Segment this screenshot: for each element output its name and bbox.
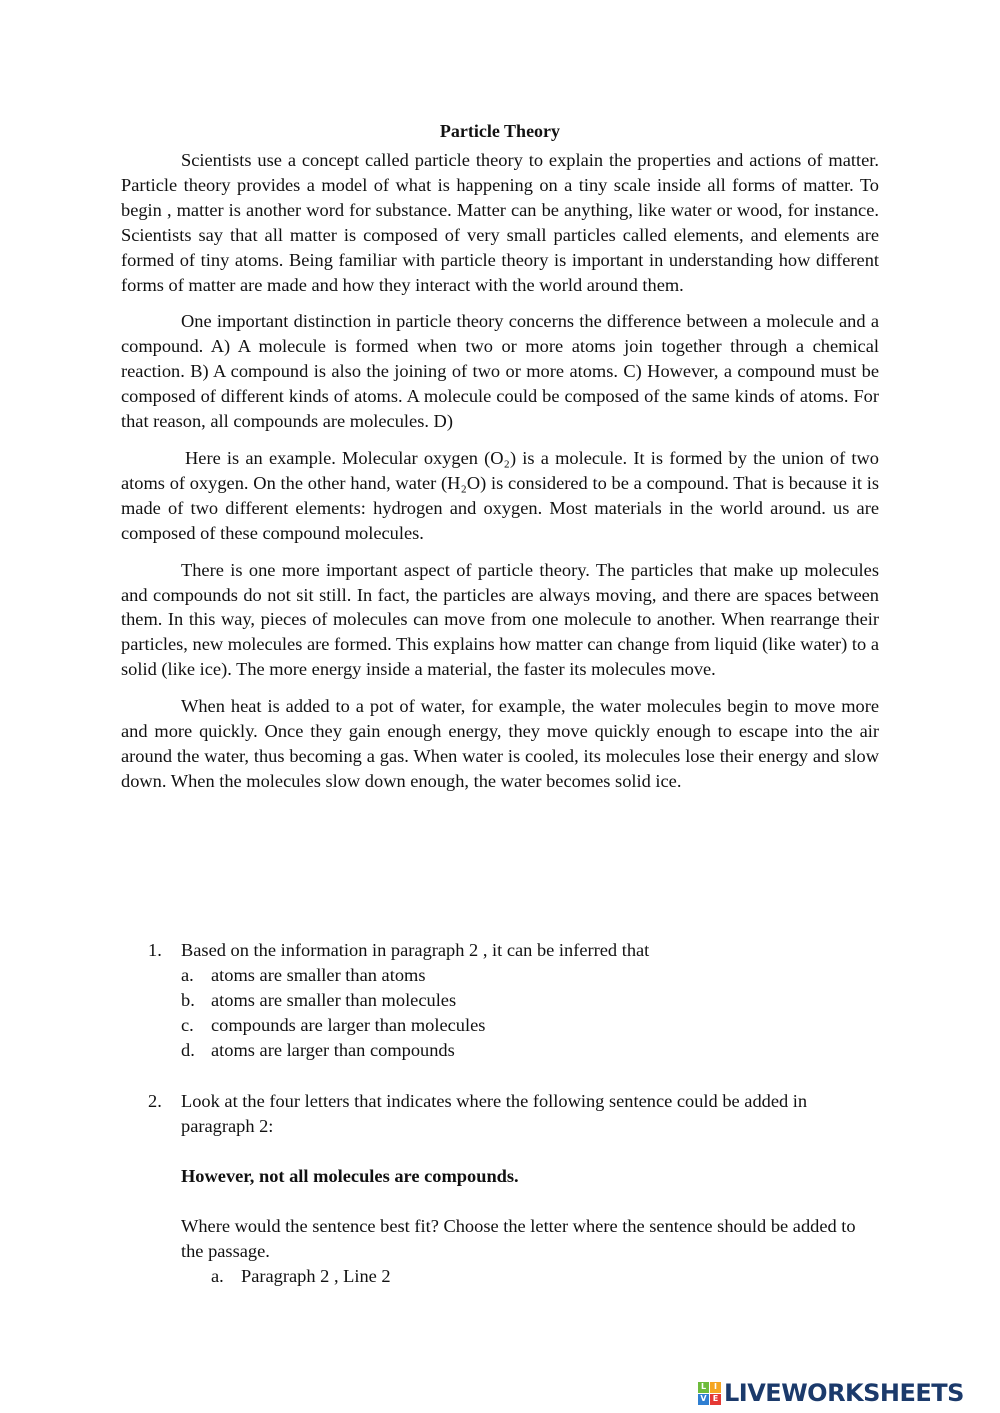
option-letter: c.	[181, 1015, 194, 1035]
answer-options	[181, 963, 878, 1063]
document-title: Particle Theory	[439, 121, 561, 141]
questions-section	[148, 938, 878, 1289]
answer-option[interactable]	[181, 988, 878, 1013]
paragraph-1: Scientists use a concept called particle theory to explain the properties and actions of matter. Particle theory provides a model of what is happening on a tiny scale inside all forms of matter. To begin , matter is another word for substance. Matter can be anything, like water or wood, for instance. Scientists say that all matter is composed of very small particles called elements, and elements are formed of tiny atoms. Being familiar with particle theory is important in understanding how different forms of matter are made and how they interact with the world around them.	[121, 150, 879, 295]
option-text: atoms are smaller than molecules	[211, 990, 457, 1010]
option-letter: b.	[181, 990, 195, 1010]
question-text: Look at the four letters that indicates where the following sentence could be added in paragraph 2:	[181, 1091, 808, 1136]
logo-letter-l: L	[698, 1382, 709, 1393]
option-letter: a.	[181, 965, 194, 985]
insert-sentence: However, not all molecules are compounds.	[181, 1166, 519, 1186]
question-text: Based on the information in paragraph 2 , it can be inferred that	[181, 940, 650, 960]
liveworksheets-logo[interactable]	[698, 1379, 964, 1407]
logo-letter-i: I	[710, 1382, 721, 1393]
document-body	[121, 118, 879, 806]
answer-options	[181, 1264, 878, 1289]
question-1	[148, 938, 878, 1063]
question-prompt: Where would the sentence best fit? Choose the letter where the sentence should be added to the passage.	[181, 1216, 856, 1261]
logo-text: LIVEWORKSHEETS	[724, 1379, 964, 1407]
logo-letter-e: E	[710, 1394, 721, 1405]
question-number: 2.	[148, 1091, 162, 1111]
paragraph-3: Here is an example. Molecular oxygen (O₂) is a molecule. It is formed by the union of two atoms of oxygen. On the other hand, water (H₂O) is considered to be a compound. That is because it is made of two different elements: hydrogen and oxygen. Most materials in the world around. us are composed of these compound molecules.	[121, 447, 879, 543]
paragraph-2: One important distinction in particle theory concerns the difference between a molecule and a compound. A) A molecule is formed when two or more atoms join together through a chemical reaction. B) A compound is also the joining of two or more atoms. C) However, a compound must be composed of different kinds of atoms. A molecule could be composed of the same kinds of atoms. For that reason, all compounds are molecules. D)	[121, 311, 879, 432]
answer-option[interactable]	[181, 1038, 878, 1063]
option-text: compounds are larger than molecules	[211, 1015, 486, 1035]
answer-option[interactable]	[181, 963, 878, 988]
paragraph-4: There is one more important aspect of particle theory. The particles that make up molecules and compounds do not sit still. In fact, the particles are always moving, and there are spaces between them. In this way, pieces of molecules can move from one molecule to another. When rearrange their particles, new molecules are formed. This explains how matter can change from liquid (like water) to a solid (like ice). The more energy inside a material, the faster its molecules move.	[121, 559, 879, 680]
answer-option[interactable]	[211, 1264, 878, 1289]
option-letter: a.	[211, 1266, 224, 1286]
paragraph-5: When heat is added to a pot of water, for example, the water molecules begin to move more and more quickly. Once they gain enough energy, they move quickly enough to escape into the air around the water, thus becoming a gas. When water is cooled, its molecules lose their energy and slow down. When the molecules slow down enough, the water becomes solid ice.	[121, 696, 879, 791]
question-2	[148, 1089, 878, 1289]
logo-letter-v: V	[698, 1394, 709, 1405]
answer-option[interactable]	[181, 1013, 878, 1038]
option-text: atoms are smaller than atoms	[211, 965, 426, 985]
option-letter: d.	[181, 1040, 195, 1060]
option-text: Paragraph 2 , Line 2	[241, 1266, 391, 1286]
logo-icon	[698, 1382, 721, 1405]
question-number: 1.	[148, 940, 162, 960]
option-text: atoms are larger than compounds	[211, 1040, 455, 1060]
